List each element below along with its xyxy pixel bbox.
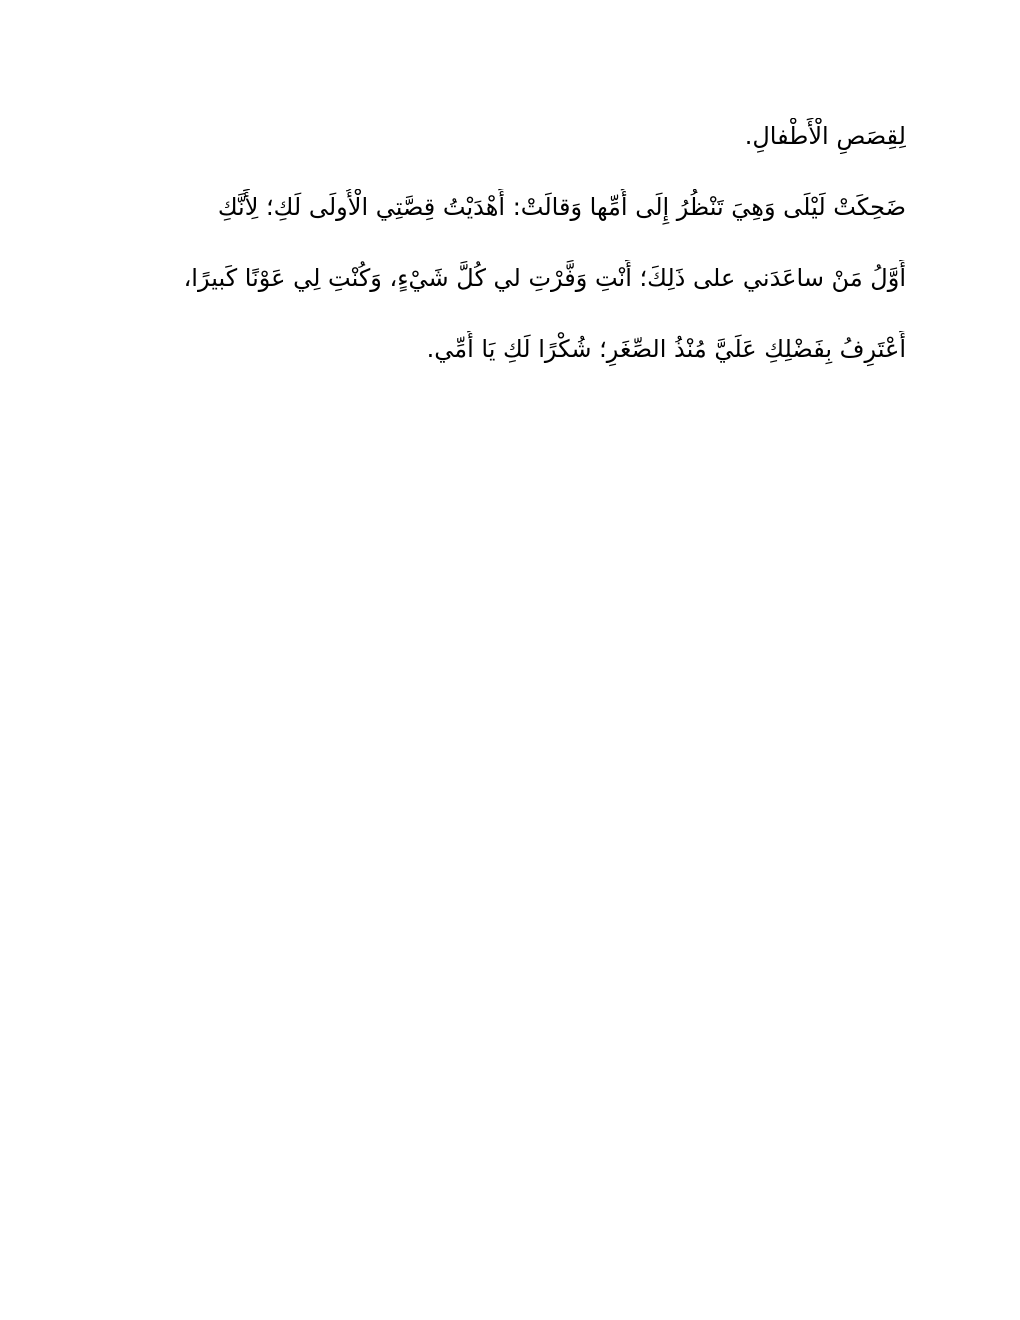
- text-line-2: ضَحِكَتْ لَيْلَى وَهِيَ تَنْظُرُ إِلَى أُمِّها وَقالَتْ: أَهْدَيْتُ قِصَّتِي الْأُولَى لَكِ؛ لِأَنَّكِ: [217, 193, 906, 221]
- text-line-4: أَعْتَرِفُ بِفَضْلِكِ عَلَيَّ مُنْذُ الصِّغَرِ؛ شُكْرًا لَكِ يَا أُمِّي.: [426, 335, 906, 363]
- text-line-3: أَوَّلُ مَنْ ساعَدَني على ذَلِكَ؛ أَنْتِ وَفَّرْتِ لي كُلَّ شَيْءٍ، وَكُنْتِ لِي عَوْنًا كَبيرًا،: [183, 264, 906, 292]
- text-line-1: لِقِصَصِ الْأَطْفالِ.: [744, 122, 906, 150]
- story-paragraph: [110, 118, 906, 367]
